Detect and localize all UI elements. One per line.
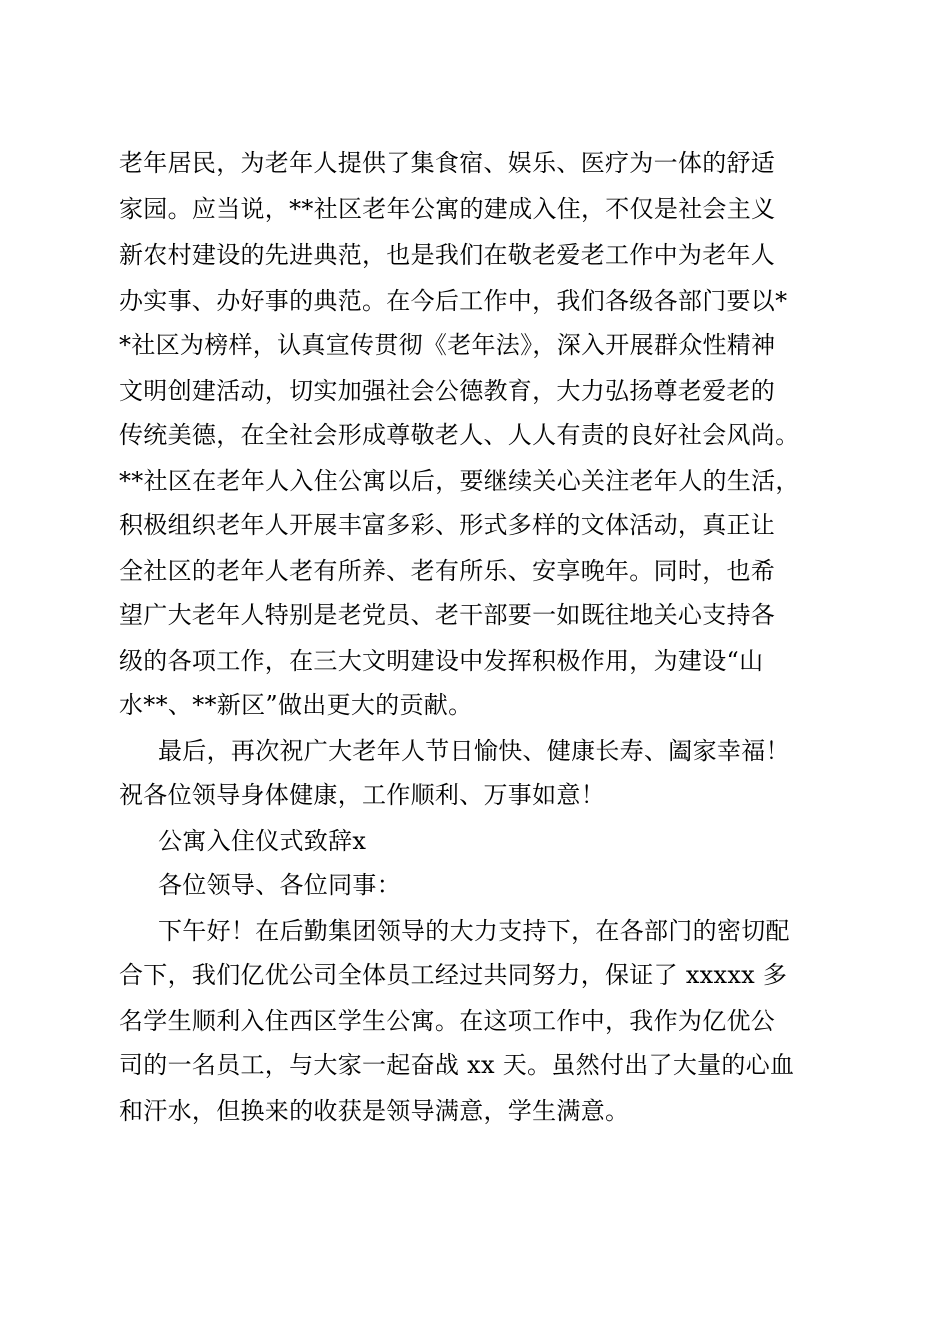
text-line: 家园。应当说，**社区老年公寓的建成入住，不仅是社会主义 — [119, 195, 776, 223]
text-line: *社区为榜样，认真宣传贯彻《老年法》，深入开展群众性精神 — [119, 331, 776, 359]
text-line: **社区在老年人入住公寓以后，要继续关心关注老年人的生活， — [119, 467, 800, 495]
text-line: 传统美德，在全社会形成尊敬老人、人人有责的良好社会风尚。 — [119, 421, 800, 449]
section-title: 公寓入住仪式致辞x — [158, 827, 367, 855]
text-line: 名学生顺利入住西区学生公寓。在这项工作中，我作为亿优公 — [119, 1007, 776, 1035]
text-line: 办实事、办好事的典范。在今后工作中，我们各级各部门要以* — [119, 287, 788, 315]
salutation: 各位领导、各位同事： — [158, 871, 401, 899]
text-line: 望广大老年人特别是老党员、老干部要一如既往地关心支持各 — [119, 601, 776, 629]
text-line: 和汗水，但换来的收获是领导满意，学生满意。 — [119, 1097, 630, 1125]
text-line: 级的各项工作，在三大文明建设中发挥积极作用，为建设“山 — [119, 647, 764, 675]
text-line: 老年居民，为老年人提供了集食宿、娱乐、医疗为一体的舒适 — [119, 149, 776, 177]
text-line: 下午好！在后勤集团领导的大力支持下，在各部门的密切配 — [158, 917, 790, 945]
text-line: 司的一名员工，与大家一起奋战 xx 天。虽然付出了大量的心血 — [119, 1051, 795, 1079]
text-line: 积极组织老年人开展丰富多彩、形式多样的文体活动，真正让 — [119, 511, 776, 539]
text-line: 最后，再次祝广大老年人节日愉快、健康长寿、阖家幸福！ — [158, 737, 790, 765]
text-line: 水**、**新区”做出更大的贡献。 — [119, 691, 473, 719]
text-line: 文明创建活动，切实加强社会公德教育，大力弘扬尊老爱老的 — [119, 377, 776, 405]
text-line: 全社区的老年人老有所养、老有所乐、安享晚年。同时，也希 — [119, 557, 776, 585]
text-line: 新农村建设的先进典范，也是我们在敬老爱老工作中为老年人 — [119, 241, 776, 269]
text-line: 祝各位领导身体健康，工作顺利、万事如意！ — [119, 781, 605, 809]
text-line: 合下，我们亿优公司全体员工经过共同努力，保证了 xxxxx 多 — [119, 961, 788, 989]
